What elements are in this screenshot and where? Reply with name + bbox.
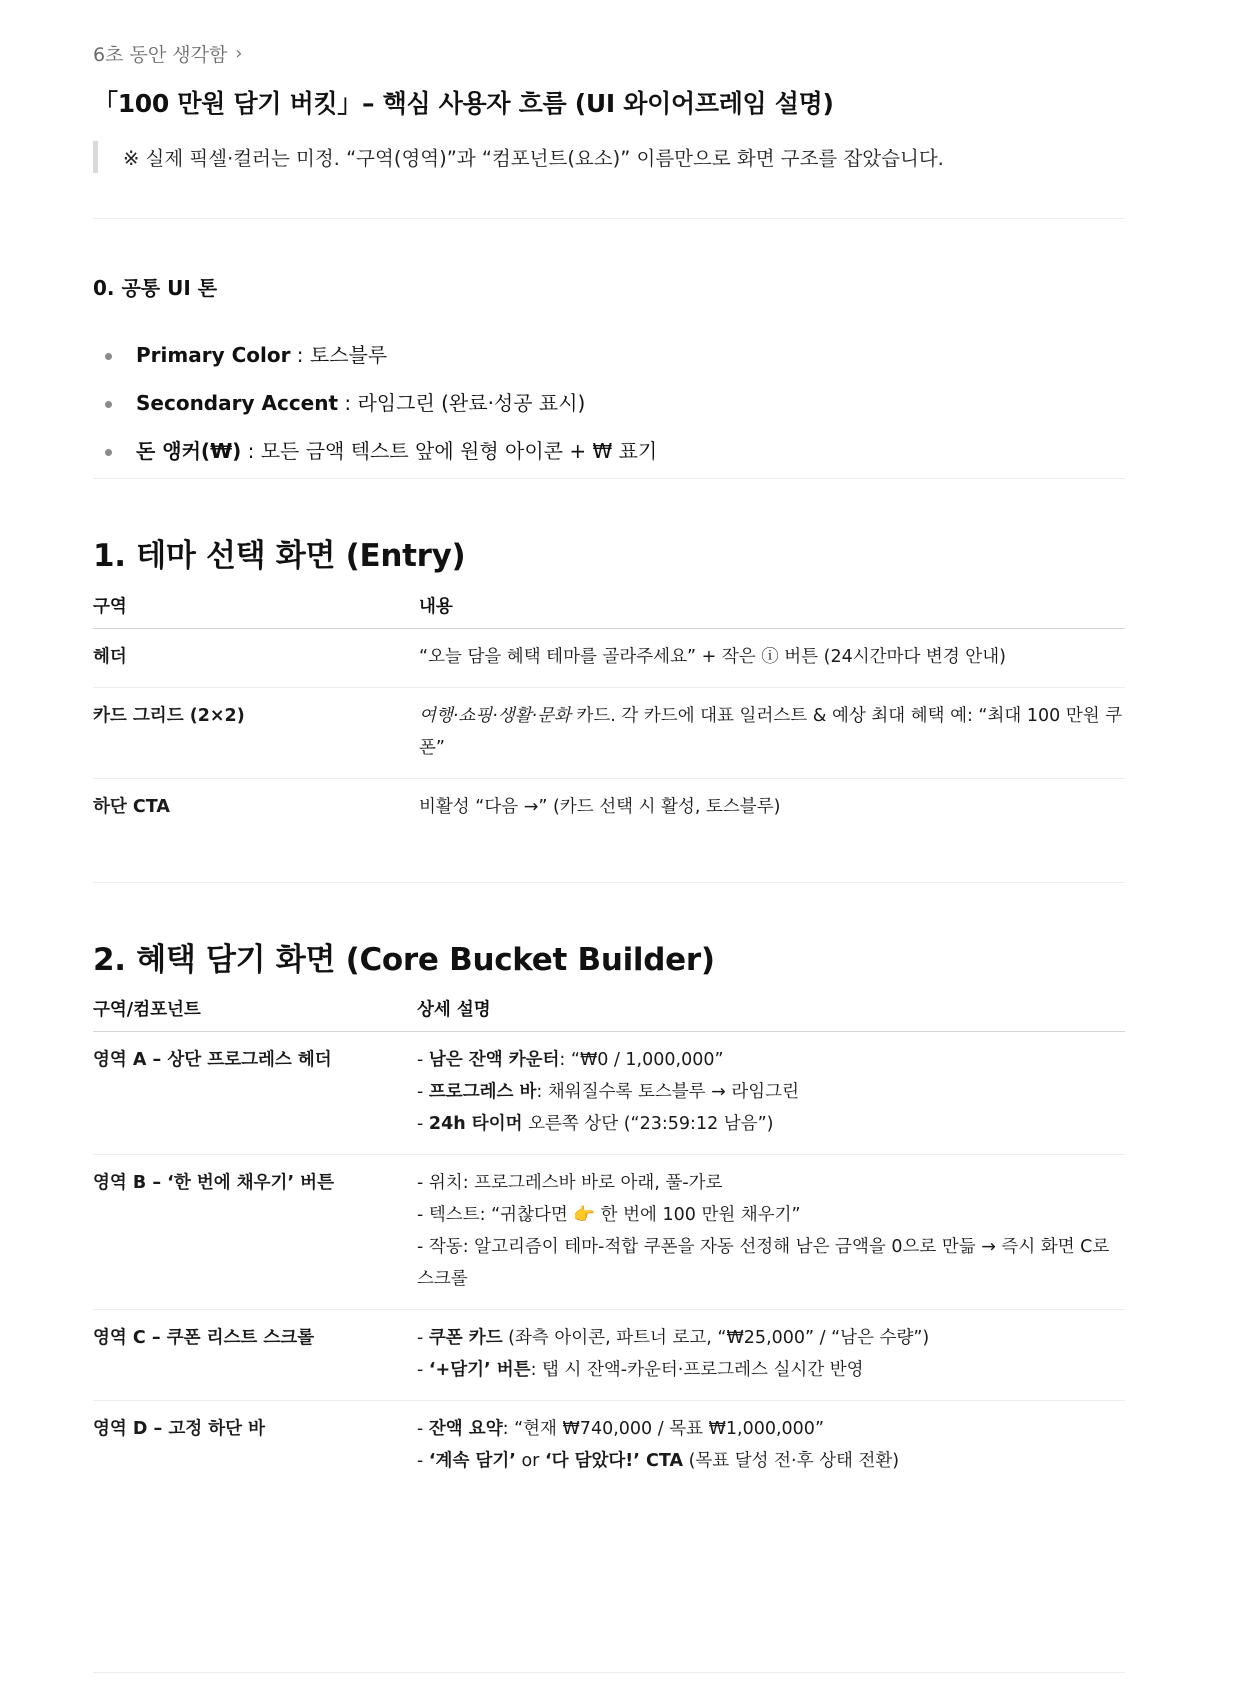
line-bold: ‘+담기’ 버튼 (428, 1360, 531, 1380)
line-prefix: - (417, 1082, 429, 1102)
line-prefix: - (417, 1360, 429, 1380)
content-cell (417, 1310, 1125, 1401)
line-text: : 탭 시 잔액-카운터·프로그레스 실시간 반영 (530, 1360, 864, 1380)
area-cell: 하단 CTA (93, 797, 170, 817)
line-prefix: - (417, 1328, 429, 1348)
ui-tone-list (93, 338, 657, 482)
item-key: Primary Color (136, 343, 291, 367)
table-row (93, 1155, 1125, 1310)
item-value: : 라임그린 (완료·성공 표시) (338, 391, 586, 415)
line-prefix: - (417, 1419, 429, 1439)
detail-line (417, 1076, 1125, 1108)
line-prefix: - (417, 1114, 429, 1134)
detail-line (417, 1322, 1125, 1354)
line-bold: 잔액 요약 (428, 1419, 503, 1439)
detail-line (417, 1354, 1125, 1386)
detail-line (417, 1044, 1125, 1076)
table-row (93, 779, 1125, 838)
section0-title: 0. 공통 UI 톤 (93, 276, 218, 300)
line-text: 작동: 알고리즘이 테마-적합 쿠폰을 자동 선정해 남은 금액을 0으로 만듦 → 즉시 화면 C로 스크롤 (417, 1237, 1110, 1289)
line-prefix: - (417, 1237, 429, 1257)
area-cell: 영역 C – 쿠폰 리스트 스크롤 (93, 1310, 417, 1401)
table-header-row (93, 582, 1125, 629)
chevron-right-icon: › (235, 43, 243, 64)
divider (93, 1672, 1125, 1673)
column-header: 구역 (93, 582, 419, 629)
line-bold: 24h 타이머 (428, 1114, 523, 1134)
line-prefix: - (417, 1451, 429, 1471)
line-text: (좌측 아이콘, 파트너 로고, “₩25,000” / “남은 수량”) (502, 1328, 930, 1348)
item-value: : 모든 금액 텍스트 앞에 원형 아이콘 + ₩ 표기 (241, 439, 658, 463)
theme-names: 여행·쇼핑·생활·문화 (419, 706, 571, 726)
thinking-label: 6초 동안 생각함 (93, 44, 228, 66)
list-item (93, 434, 657, 482)
section2-title: 2. 혜택 담기 화면 (Core Bucket Builder) (93, 942, 715, 978)
line-text: 오른쪽 상단 (“23:59:12 남음”) (522, 1114, 774, 1134)
divider (93, 218, 1125, 219)
table-row (93, 688, 1125, 779)
table-row (93, 1310, 1125, 1401)
table-row (93, 1401, 1125, 1492)
line-text: 텍스트: “귀찮다면 👉 한 번에 100 만원 채우기” (428, 1205, 801, 1225)
content-cell (417, 1401, 1125, 1492)
line-text: : “현재 ₩740,000 / 목표 ₩1,000,000” (502, 1419, 825, 1439)
content-cell: “오늘 담을 혜택 테마를 골라주세요” + 작은 ⓘ 버튼 (24시간마다 변경 안내) (419, 629, 1125, 688)
bucket-builder-table (93, 985, 1125, 1491)
line-text: (목표 달성 전·후 상태 전환) (683, 1451, 900, 1471)
line-bold: 남은 잔액 카운터 (428, 1050, 560, 1070)
detail-line (417, 1199, 1125, 1231)
line-bold: 쿠폰 카드 (428, 1328, 503, 1348)
line-text: : 채워질수록 토스블루 → 라임그린 (536, 1082, 799, 1102)
detail-line (417, 1167, 1125, 1199)
table-header-row (93, 985, 1125, 1032)
content-cell (417, 1032, 1125, 1155)
table-row (93, 629, 1125, 688)
section1-title: 1. 테마 선택 화면 (Entry) (93, 538, 466, 574)
content-cell (419, 688, 1125, 779)
area-cell: 카드 그리드 (2×2) (93, 688, 419, 779)
item-key: 돈 앵커(₩) (136, 439, 242, 463)
divider (93, 478, 1125, 479)
content-text: 카드. 각 카드에 대표 일러스트 & 예상 최대 혜택 예: “최대 100 만원 쿠폰” (419, 706, 1123, 758)
content-cell: 비활성 “다음 →” (카드 선택 시 활성, 토스블루) (419, 797, 781, 817)
divider (93, 882, 1125, 883)
item-value: : 토스블루 (290, 343, 388, 367)
document-title: 「100 만원 담기 버킷」– 핵심 사용자 흐름 (UI 와이어프레임 설명) (93, 89, 834, 118)
table-row (93, 1032, 1125, 1155)
line-bold: ‘다 담았다!’ CTA (544, 1451, 683, 1471)
column-header: 구역/컴포넌트 (93, 985, 417, 1032)
area-cell: 영역 A – 상단 프로그레스 헤더 (93, 1032, 417, 1155)
line-text: 위치: 프로그레스바 바로 아래, 풀-가로 (428, 1173, 723, 1193)
detail-line (417, 1231, 1125, 1295)
thinking-toggle[interactable] (93, 40, 243, 67)
detail-line (417, 1445, 1125, 1477)
detail-line (417, 1413, 1125, 1445)
line-text: or (515, 1451, 545, 1471)
column-header: 내용 (419, 582, 1125, 629)
blockquote-note (93, 141, 944, 173)
line-prefix: - (417, 1173, 429, 1193)
list-item (93, 338, 657, 386)
detail-line (417, 1108, 1125, 1140)
line-text: : “₩0 / 1,000,000” (559, 1050, 724, 1070)
entry-table (93, 582, 1125, 837)
line-bold: 프로그레스 바 (428, 1082, 537, 1102)
item-key: Secondary Accent (136, 391, 339, 415)
area-cell: 영역 B – ‘한 번에 채우기’ 버튼 (93, 1155, 417, 1310)
line-prefix: - (417, 1205, 429, 1225)
content-cell (417, 1155, 1125, 1310)
area-cell: 영역 D – 고정 하단 바 (93, 1419, 266, 1439)
list-item (93, 386, 657, 434)
area-cell: 헤더 (93, 629, 419, 688)
note-text: ※ 실제 픽셀·컬러는 미정. “구역(영역)”과 “컴포넌트(요소)” 이름만으로 화면 구조를 잡았습니다. (123, 147, 944, 170)
column-header: 상세 설명 (417, 985, 1125, 1032)
line-prefix: - (417, 1050, 429, 1070)
line-bold: ‘계속 담기’ (428, 1451, 516, 1471)
